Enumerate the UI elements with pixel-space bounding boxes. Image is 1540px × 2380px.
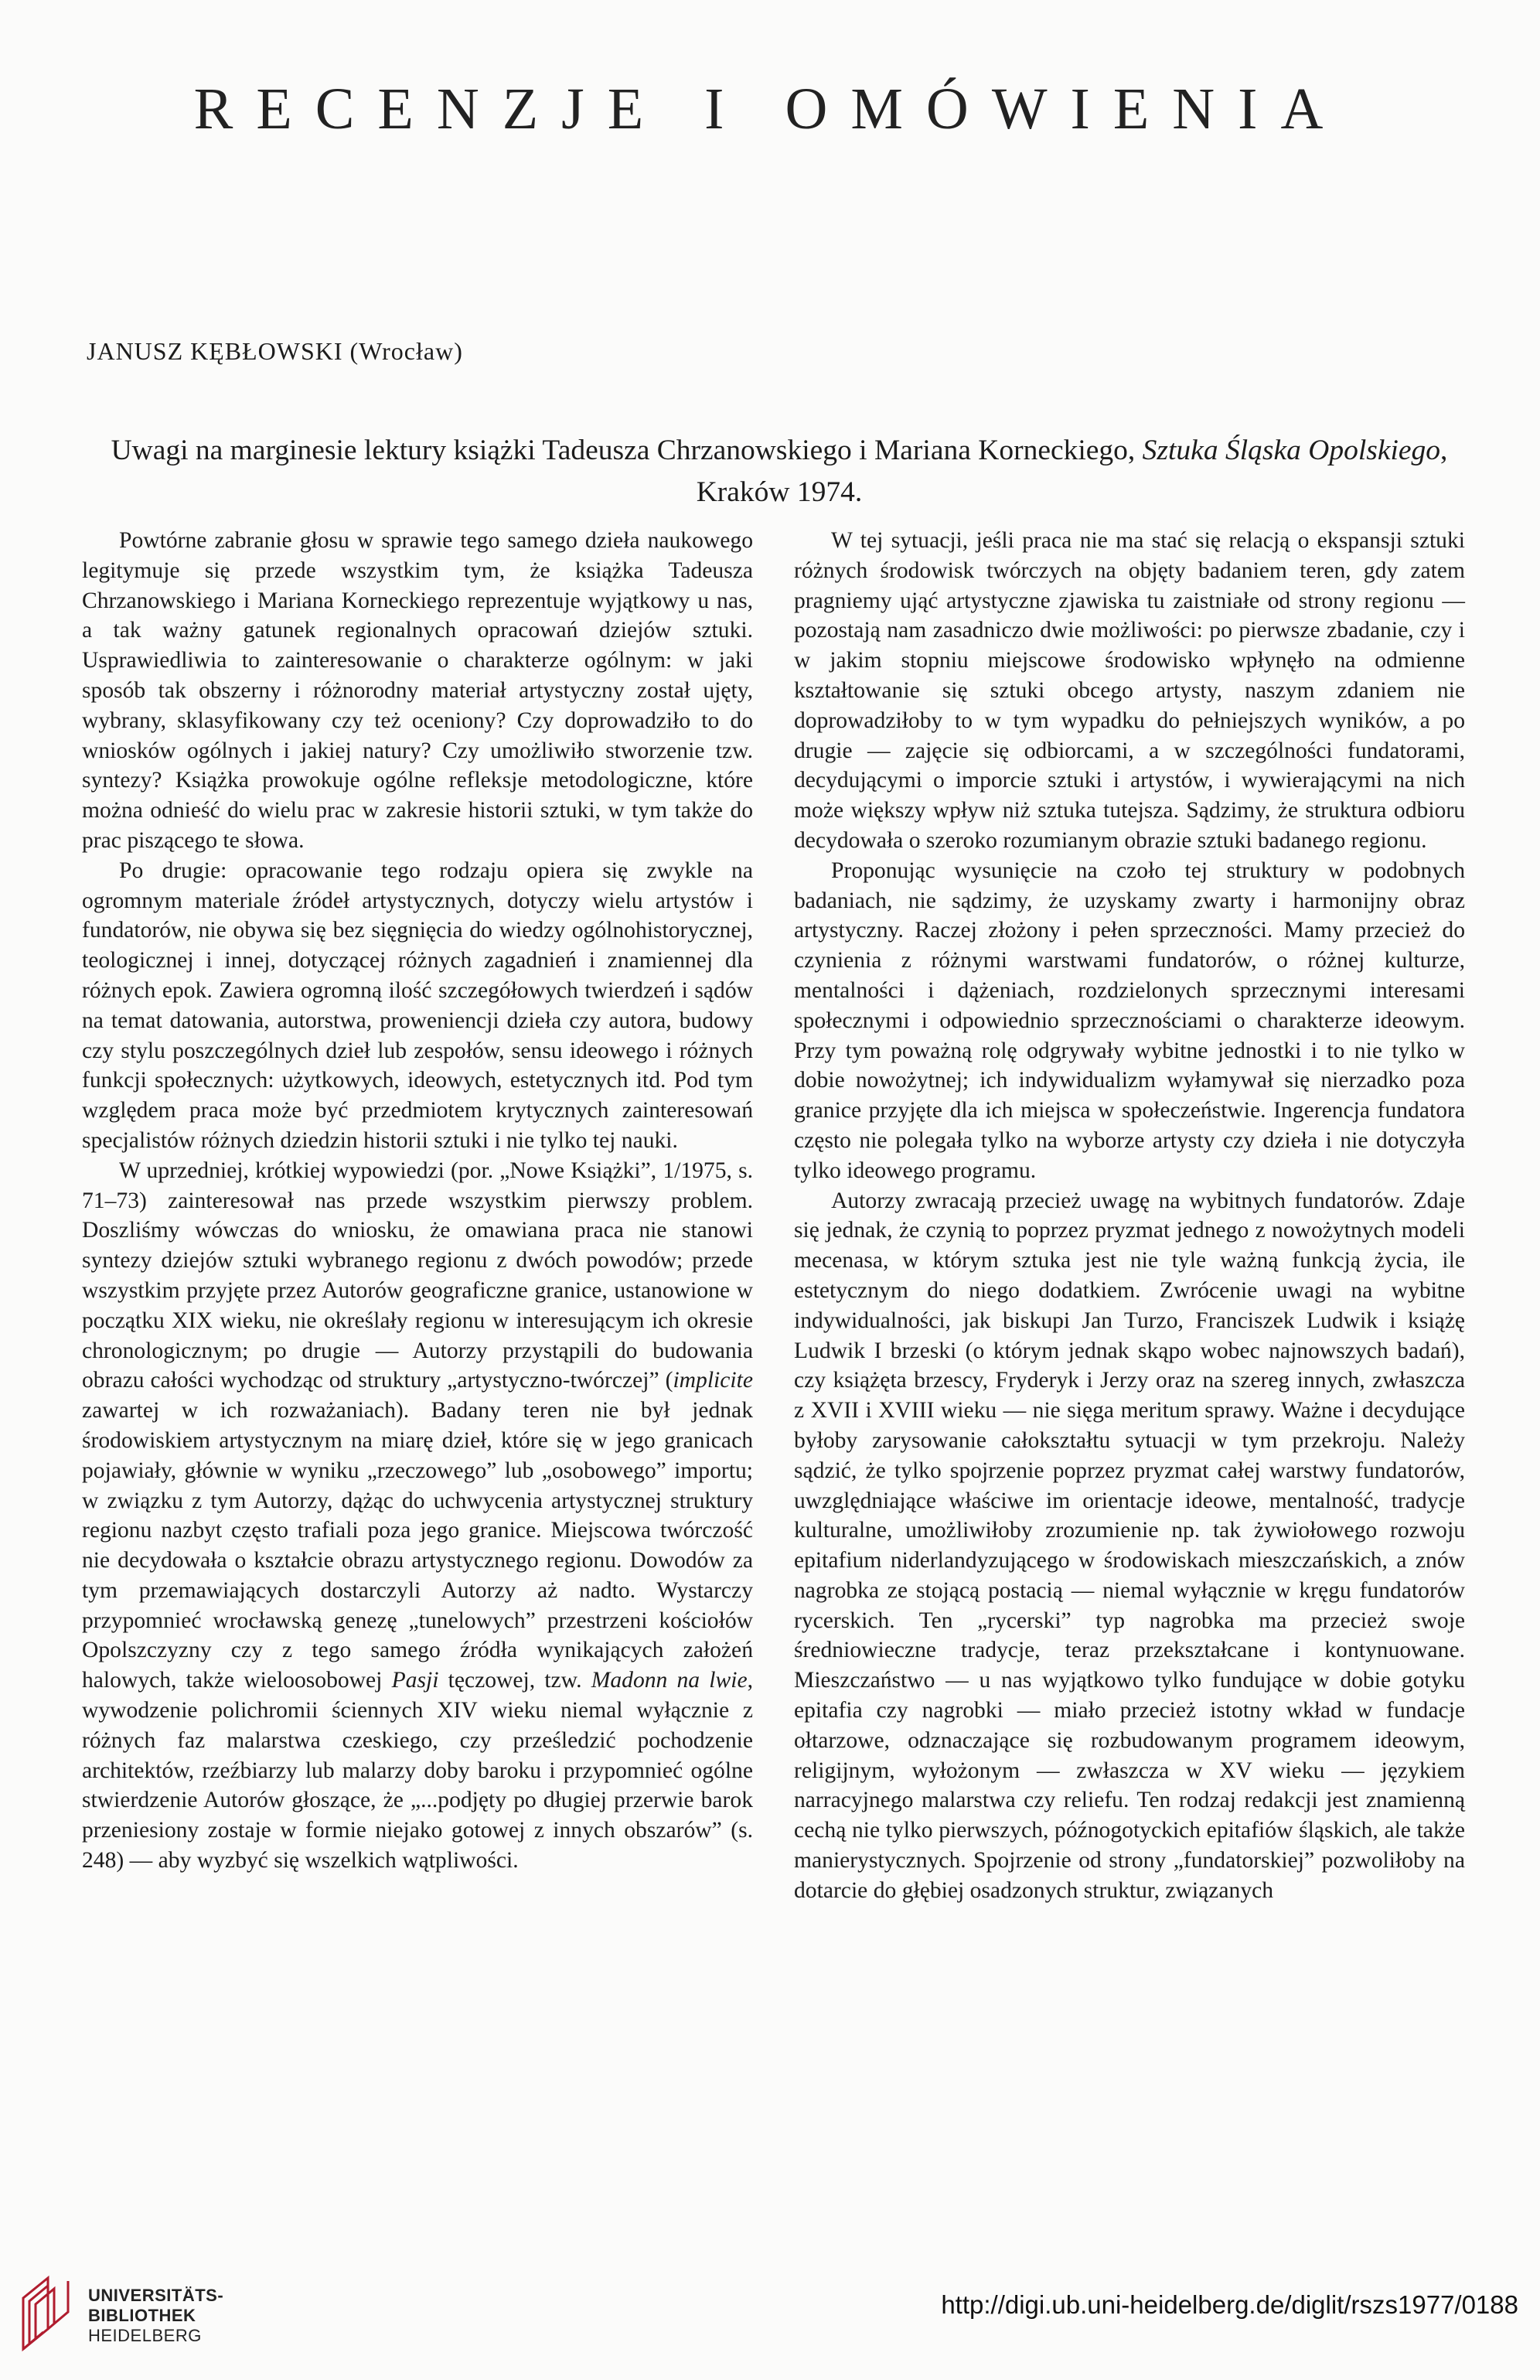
section-title: RECENZJE I OMÓWIENIA (193, 77, 1347, 142)
library-name-line: BIBLIOTHEK (88, 2306, 196, 2325)
library-name-line: HEIDELBERG (88, 2326, 202, 2345)
review-title (87, 430, 1472, 513)
paragraph: Powtórne zabranie głosu w sprawie tego samego dzieła naukowego legitymuje się przede wszystkim tym, że książka Tadeusza Chrzanowskiego i Mariana Korneckiego reprezentuje wyjątkowy u nas, a tak ważny gatunek regionalnych opracowań dziejów sztuki. Usprawiedliwia to zainteresowanie o charakterze ogólnym: w jaki sposób tak obszerny i różnorodny materiał artystyczny został ujęty, wybrany, sklasyfikowany czy też oceniony? Czy doprowadziło to do wniosków ogólnych i jakiej natury? Czy umożliwiło stworzenie tzw. syntezy? Książka prowokuje ogólne refleksje metodologiczne, które można odnieść do wielu prac w zakresie historii sztuki, w tym także do prac piszącego te słowa. (82, 528, 753, 853)
paragraph: Proponując wysunięcie na czoło tej struktury w podobnych badaniach, nie sądzimy, że uzyskamy zwarty i harmonijny obraz artystyczny. Raczej złożony i pełen sprzeczności. Mamy przecież do czynienia z różnymi warstwami fundatorów, o różnej kulturze, mentalności i dążeniach, rozdzielonych sprzecznymi interesami społecznymi i odpowiednio sprzecznościami o charakterze ideowym. Przy tym poważną rolę odgrywały wybitne jednostki i to nie tylko w dobie nowożytnej; ich indywidualizm wyłamywał się nierzadko poza granice przyjęte dla ich miejsca w społeczeństwie. Ingerencja fundatora często nie polegała tylko na wyborze artysty czy dzieła i nie dotyczyła tylko ideowego programu. (794, 858, 1465, 1183)
library-name-line: UNIVERSITÄTS- (88, 2286, 224, 2305)
italic-term: implicite (673, 1368, 753, 1393)
source-url-link[interactable]: http://digi.ub.uni-heidelberg.de/diglit/rszs1977/0188 (941, 2290, 1518, 2319)
review-title-book: Sztuka Śląska Opolskiego (1142, 435, 1441, 466)
paragraph-text: , wywodzenie polichromii ściennych XIV wieku niemal wyłącznie z różnych faz malarstwa czeskiego, czy prześledzić pochodzenie architektów, rzeźbiarzy lub malarzy doby baroku i przypomnieć ogólne stwierdzenie Autorów głoszące, że „...podjęty po długiej przerwie barok przeniesiony zostaje w formie niejako gotowej z innych obszarów” (s. 248) — aby wyzbyć się wszelkich wątpliwości. (82, 1668, 753, 1874)
left-column (82, 526, 753, 1876)
paragraph: Po drugie: opracowanie tego rodzaju opiera się zwykle na ogromnym materiale źródeł artystycznych, dotyczy wielu artystów i fundatorów, nie obywa się bez sięgnięcia do wiedzy ogólnohistorycznej, teologicznej i innej, dotyczącej różnych zagadnień i znamiennej dla różnych epok. Zawiera ogromną ilość szczegółowych twierdzeń i sądów na temat datowania, autorstwa, proweniencji dzieła czy autora, budowy czy stylu poszczególnych dzieł lub zespołów, sensu ideowego i różnych funkcji społecznych: użytkowych, ideowych, estetycznych itd. Pod tym względem praca może być przedmiotem krytycznych zainteresowań specjalistów różnych dziedzin historii sztuki i nie tylko tej nauki. (82, 858, 753, 1153)
paragraph: Autorzy zwracają przecież uwagę na wybitnych fundatorów. Zdaje się jednak, że czynią to poprzez pryzmat jednego z nowożytnych modeli mecenasa, w którym sztuka jest nie tyle ważną funkcją życia, ile estetycznym do niego dodatkiem. Zwrócenie uwagi na wybitne indywidualności, jak biskupi Jan Turzo, Franciszek Ludwik i książę Ludwik I brzeski (o którym jednak skąpo wobec najnowszych badań), czy książęta brzescy, Fryderyk i Jerzy oraz na szereg innych, zwłaszcza z XVII i XVIII wieku — nie sięga meritum sprawy. Ważne i decydujące byłoby zarysowanie całokształtu sytuacji w tym przekroju. Należy sądzić, że tylko spojrzenie poprzez pryzmat całej warstwy fundatorów, uwzględniające właściwe im orientacje ideowe, mentalność, tradycje kulturalne, umożliwiłoby zrozumienie np. tak żywiołowego rozwoju epitafium niderlandyzującego w środowiskach mieszczańskich, a znów nagrobka ze stojącą postacią — niemal wyłącznie w kręgu fundatorów rycerskich. Ten „rycerski” typ nagrobka ma przecież swoje średniowieczne tradycje, teraz przekształcane i kontynuowane. Mieszczaństwo — u nas wyjątkowo tylko fundujące w dobie gotyku epitafia czy nagrobki — miało przecież istotny wkład w fundacje ołtarzowe, odznaczające się rozbudowanym programem ideowym, religijnym, wyłożonym — zwłaszcza w XV wieku — językiem narracyjnego malarstwa czy reliefu. Ten rodzaj redakcji jest znamienną cechą nie tylko pierwszych, późnogotyckich epitafiów śląskich, ale także manierystycznych. Spojrzenie od strony „fundatorskiej” pozwoliłoby na dotarcie do głębiej osadzonych struktur, związanych (794, 1188, 1465, 1903)
library-name (88, 2286, 223, 2346)
library-logo (17, 2275, 264, 2352)
paragraph: W tej sytuacji, jeśli praca nie ma stać się relacją o ekspansji sztuki różnych środowisk twórczych na objęty badaniem teren, gdy zatem pragniemy ująć artystyczne zjawiska tu zaistniałe od strony regionu — pozostają nam zasadniczo dwie możliwości: po pierwsze zbadanie, czy i w jakim stopniu miejscowe środowisko wpłynęło na odmienne kształtowanie się sztuki obcego artysty, naszym zdaniem nie doprowadziłoby to w tym wypadku do pełniejszych wyników, a po drugie — zajęcie się odbiorcami, a w szczególności fundatorami, decydującymi o imporcie sztuki i artystów, i wywierającymi na nich może większy wpływ niż sztuka tutejsza. Sądzimy, że struktura odbioru decydowała o szeroko rozumianym obrazie sztuki badanego regionu. (794, 528, 1465, 853)
review-title-text: Uwagi na marginesie lektury książki Tadeusza Chrzanowskiego i Mariana Korneckiego, (111, 435, 1143, 466)
italic-term: Pasji (391, 1668, 439, 1693)
paragraph-text: tęczowej, tzw. (438, 1668, 591, 1693)
paragraph (82, 1156, 753, 1876)
paragraph-text: W uprzedniej, krótkiej wypowiedzi (por. „Nowe Książki”, 1/1975, s. 71–73) zainteresował nas przede wszystkim pierwszy problem. Doszliśmy wówczas do wniosku, że omawiana praca nie stanowi syntezy dziejów sztuki wybranego regionu z dwóch powodów; przede wszystkim przyjęte przez Autorów geograficzne granice, ustanowione w początku XIX wieku, nie określały regionu w interesującym ich okresie chronologicznym; po drugie — Autorzy przystąpili do budowania obrazu całości wychodząc od struktury „artystyczno-twórczej” ( (82, 1158, 753, 1393)
italic-term: Madonn na lwie (591, 1668, 748, 1693)
right-column (794, 526, 1465, 1906)
library-emblem-icon (17, 2275, 73, 2352)
article-author: JANUSZ KĘBŁOWSKI (Wrocław) (87, 337, 463, 365)
paragraph-text: zawartej w ich rozważaniach). Badany teren nie był jednak środowiskiem artystycznym na miarę dzieł, które się w jego granicach pojawiały, głównie w wyniku „rzeczowego” lub „osobowego” importu; w związku z tym Autorzy, dążąc do uchwycenia artystycznej struktury regionu nazbyt często trafiali poza jego granice. Miejscowa twórczość nie decydowała o kształcie obrazu artystycznego regionu. Dowodów za tym przemawiających dostarczyli Autorzy aż nadto. Wystarczy przypomnieć wrocławską genezę „tunelowych” przestrzeni kościołów Opolszczyzny czy z tego samego źródła wynikających założeń halowych, także wieloosobowej (82, 1398, 753, 1693)
review-title-end: , Kraków 1974. (696, 435, 1448, 508)
